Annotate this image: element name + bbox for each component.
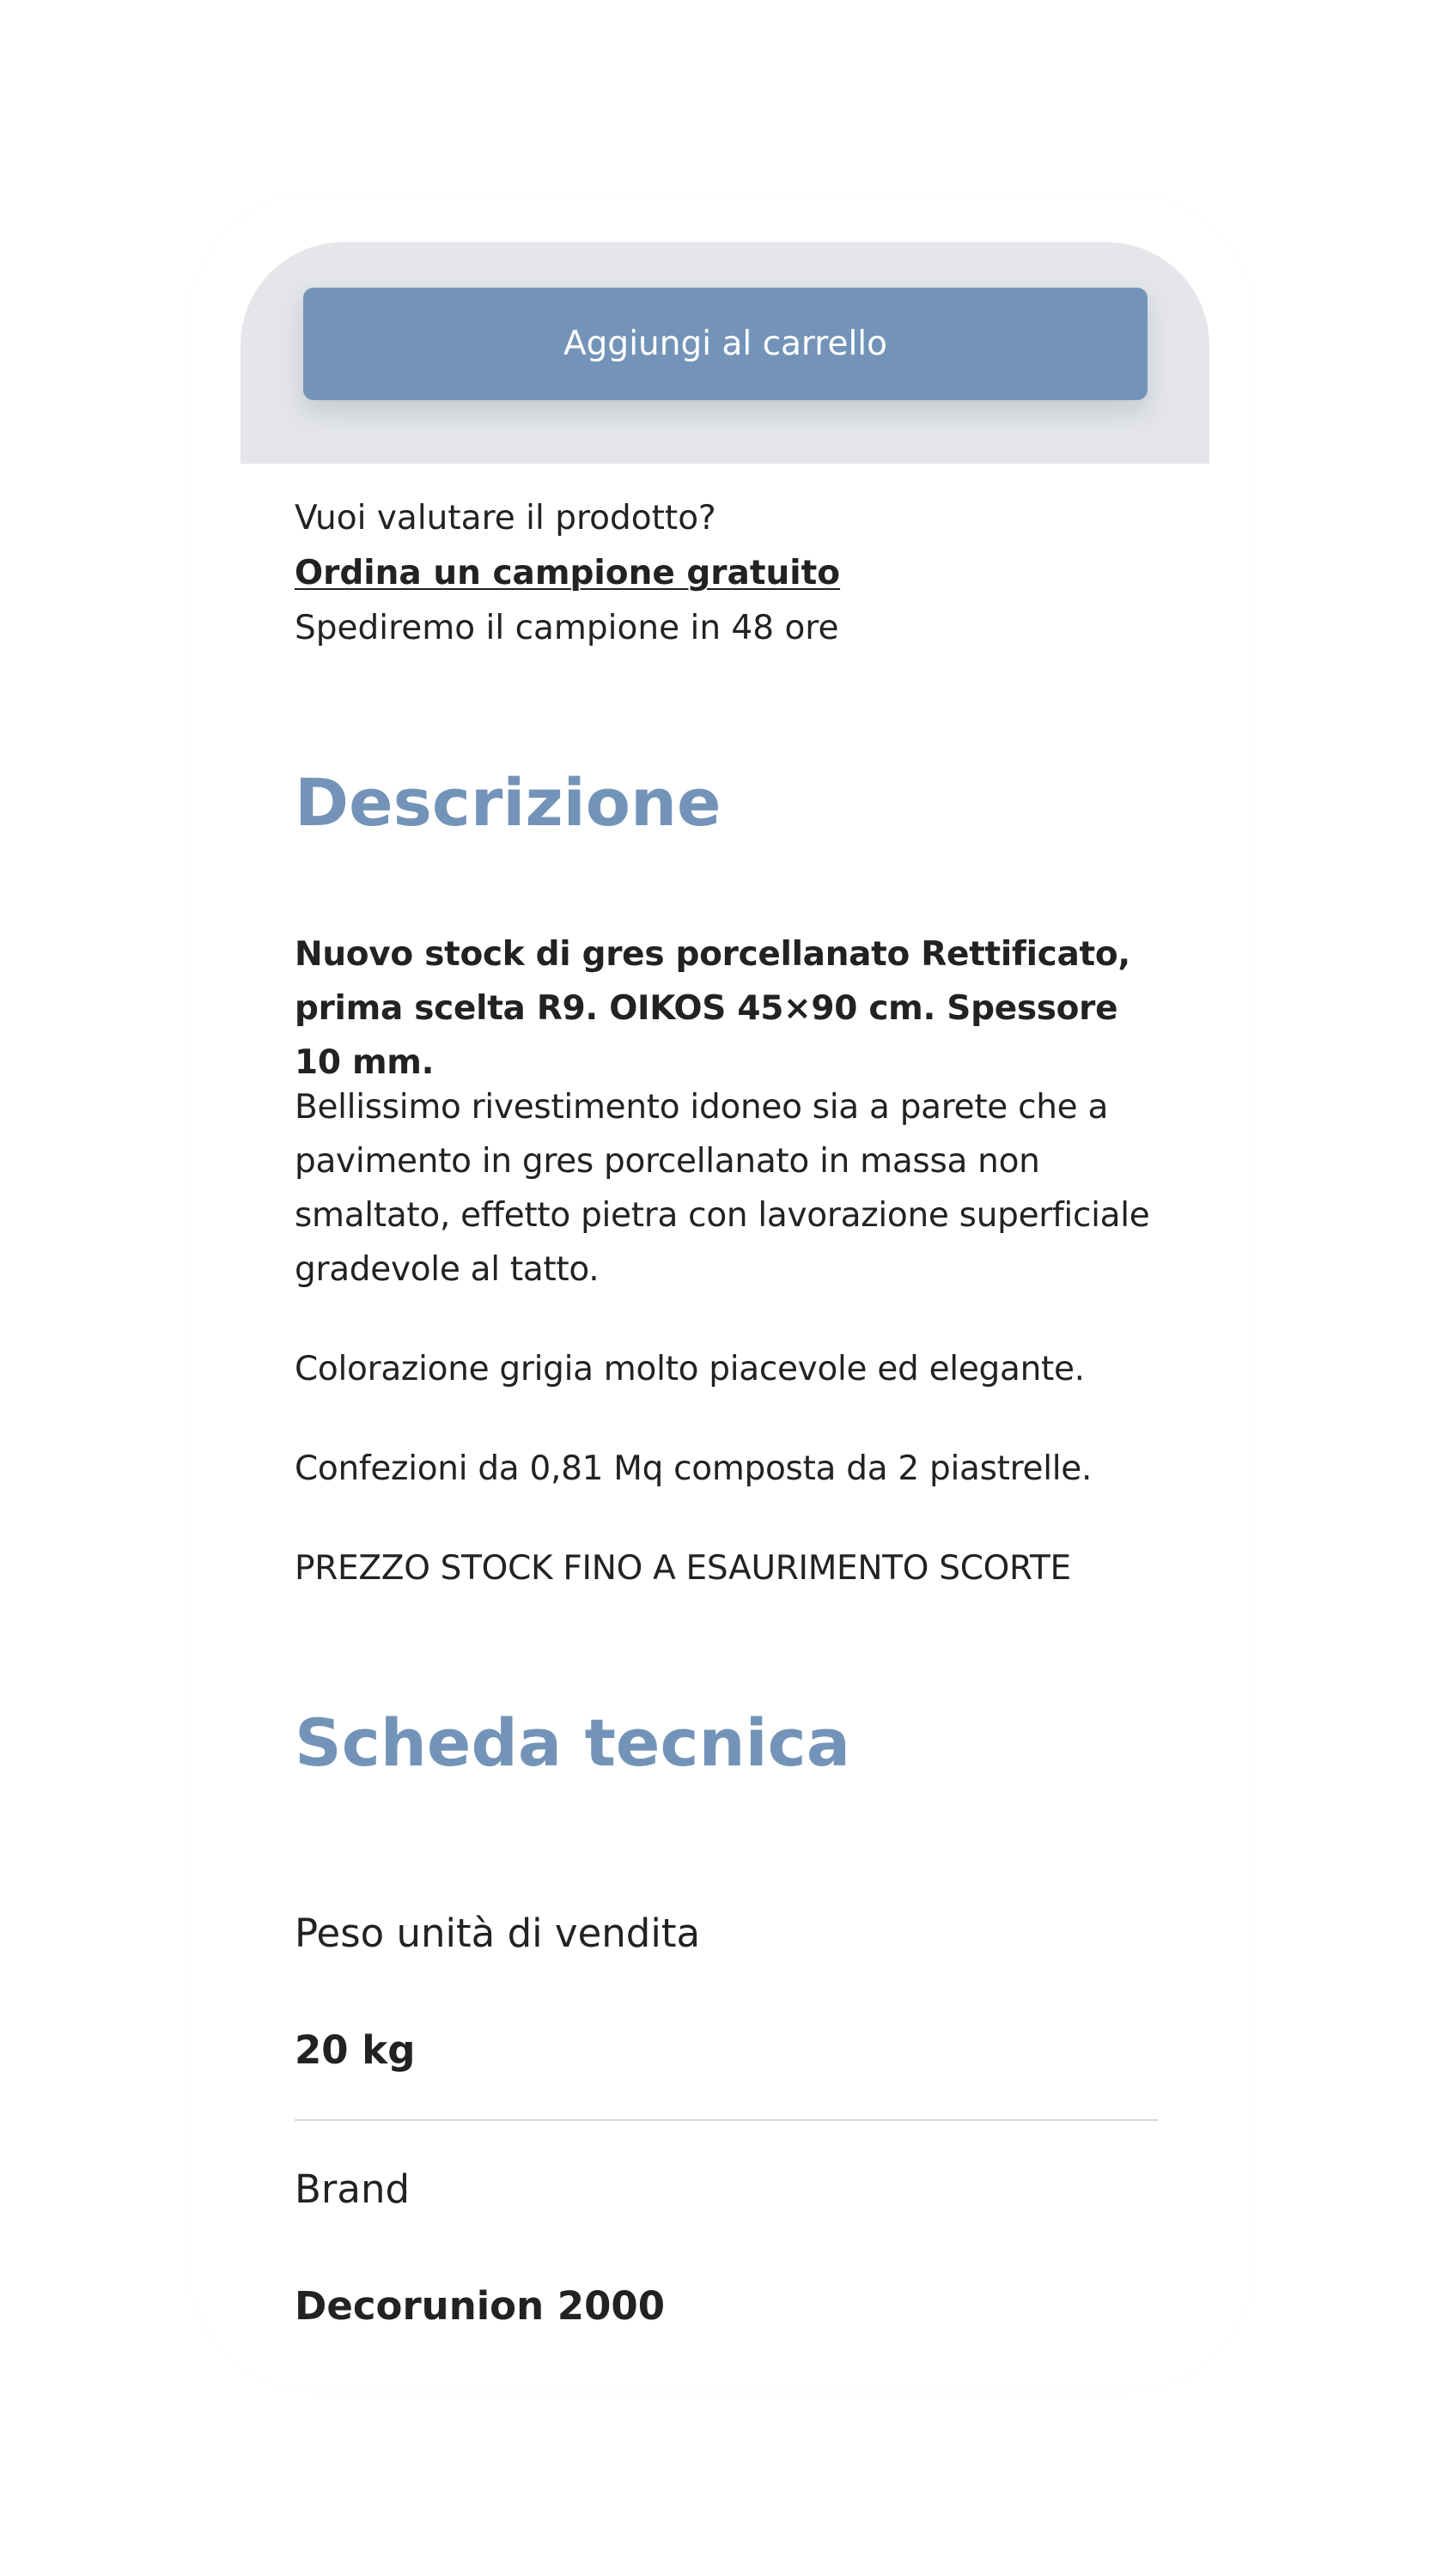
- sample-shipping-note: Spediremo il campione in 48 ore: [295, 609, 839, 647]
- description-heading: Descrizione: [295, 764, 722, 841]
- description-body: Bellissimo rivestimento idoneo sia a parete che a pavimento in gres porcellanato in massa non smaltato, effetto pietra con lavorazione superficiale gradevole al tatto.: [295, 1088, 1150, 1289]
- spec-divider: [295, 2119, 1158, 2121]
- order-free-sample-link[interactable]: Ordina un campione gratuito: [295, 554, 841, 592]
- spec-value-weight: 20 kg: [295, 2027, 416, 2073]
- sample-question: Vuoi valutare il prodotto?: [295, 499, 716, 538]
- tech-sheet-heading: Scheda tecnica: [295, 1704, 851, 1781]
- spec-label-brand: Brand: [295, 2166, 411, 2212]
- spec-value-brand: Decorunion 2000: [295, 2283, 666, 2329]
- add-to-cart-button[interactable]: Aggiungi al carrello: [303, 288, 1148, 400]
- spec-label-weight: Peso unità di vendita: [295, 1911, 701, 1956]
- stock-price-note: PREZZO STOCK FINO A ESAURIMENTO SCORTE: [295, 1549, 1071, 1588]
- description-packaging: Confezioni da 0,81 Mq composta da 2 piastrelle.: [295, 1449, 1093, 1488]
- description-intro: Nuovo stock di gres porcellanato Rettificato, prima scelta R9. OIKOS 45×90 cm. Spessore 10 mm.: [295, 935, 1130, 1082]
- description-color: Colorazione grigia molto piacevole ed elegante.: [295, 1350, 1085, 1388]
